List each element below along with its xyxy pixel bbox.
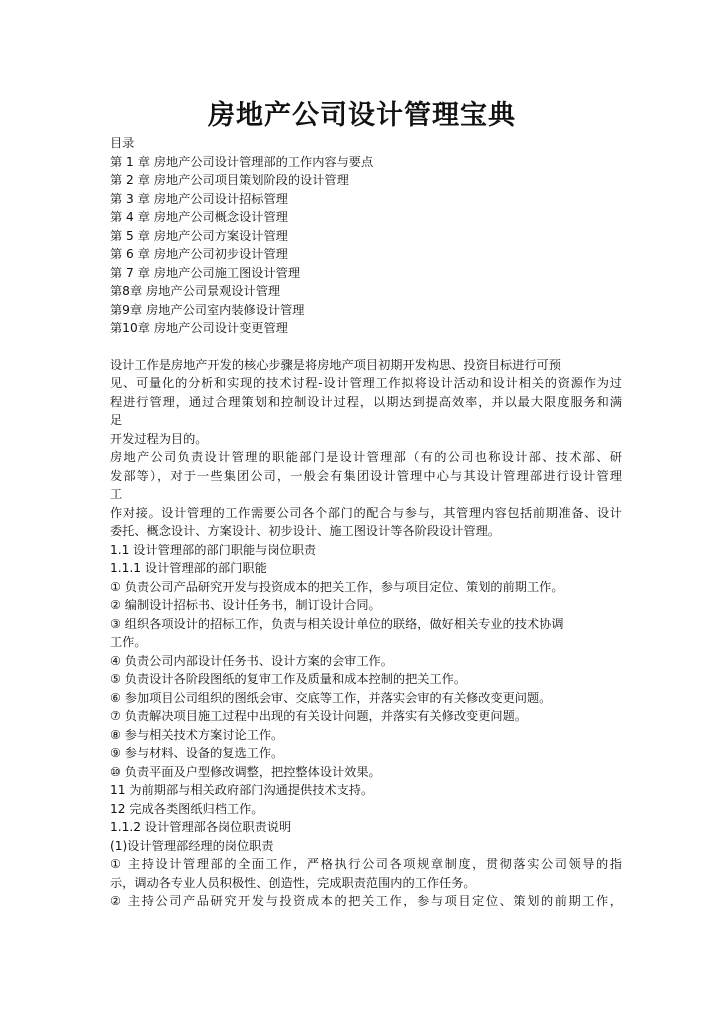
toc-item: 第 4 章 房地产公司概念设计管理	[110, 210, 288, 224]
toc-item: 第 3 章 房地产公司设计招标管理	[110, 191, 288, 206]
body-line: 开发过程为目的。	[110, 431, 208, 446]
list-item: 11 为前期部与相关政府部门沟通提供技术支持。	[110, 783, 374, 797]
list-item: ⑨ 参与材料、设备的复选工作。	[110, 746, 284, 760]
list-item: ② 主持公司产品研究开发与投资成本的把关工作，参与项目定位、策划的前期工作，	[110, 894, 622, 908]
body-line: 见、可量化的分析和实现的技术讨程-设计管理工作拟将设计活动和设计相关的资源作为过	[110, 376, 622, 390]
body-line: 房地产公司负责设计管理的职能部门是设计管理部（有的公司也称设计部、技术部、研	[110, 450, 622, 464]
body-line: 设计工作是房地产开发的核心步骤是将房地产项目初期开发构思、投资目标进行可预	[110, 357, 561, 372]
subsection-heading: 1.1.2 设计管理部各岗位职责说明	[110, 820, 292, 834]
toc-item: 第10章 房地产公司设计变更管理	[110, 321, 288, 335]
toc-item: 第 5 章 房地产公司方案设计管理	[110, 228, 288, 243]
toc-item: 第 6 章 房地产公司初步设计管理	[110, 247, 288, 261]
body-line: 发部等），对于一些集团公司，一般会有集团设计管理中心与其设计管理部进行设计管理	[110, 468, 622, 483]
list-item: 12 完成各类图纸归档工作。	[110, 801, 264, 816]
list-item: ⑩ 负责平面及户型修改调整，把控整体设计效果。	[110, 764, 381, 779]
list-item: ⑥ 参加项目公司组织的图纸会审、交底等工作，并落实会审的有关修改变更问题。	[110, 690, 552, 705]
list-item: ① 主持设计管理部的全面工作，严格执行公司各项规章制度，贯彻落实公司领导的指	[110, 857, 622, 871]
sub-heading: (1)设计管理部经理的岗位职责	[110, 838, 274, 853]
list-item: ③ 组织各项设计的招标工作，负责与相关设计单位的联络，做好相关专业的技术协调	[110, 616, 564, 631]
document-title: 房地产公司设计管理宝典	[208, 100, 516, 131]
list-item: ⑧ 参与相关技术方案讨论工作。	[110, 727, 284, 742]
toc-item: 第 2 章 房地产公司项目策划阶段的设计管理	[110, 173, 349, 187]
list-item: ④ 负责公司内部设计任务书、设计方案的会审工作。	[110, 653, 393, 668]
list-item: ① 负责公司产品研究开发与投资成本的把关工作，参与项目定位、策划的前期工作。	[110, 579, 564, 594]
toc-item: 第9章 房地产公司室内装修设计管理	[110, 302, 305, 317]
body-line: 作对接。设计管理的工作需要公司各个部门的配合与参与，其管理内容包括前期准备、设计	[110, 505, 622, 520]
body-line: 委托、概念设计、方案设计、初步设计、施工图设计等各阶段设计管理。	[110, 524, 500, 538]
toc-item: 第8章 房地产公司景观设计管理	[110, 284, 281, 298]
list-item: 工作。	[110, 635, 147, 649]
document-body	[110, 134, 622, 911]
toc-item: 第 7 章 房地产公司施工图设计管理	[110, 265, 301, 280]
section-spacer	[110, 338, 622, 356]
body-line: 程进行管理，通过合理策划和控制设计过程，以期达到提高效率，并以最大限度服务和满	[110, 394, 622, 409]
toc-item: 第 1 章 房地产公司设计管理部的工作内容与要点	[110, 154, 374, 169]
list-item: ② 编制设计招标书、设计任务书，制订设计合同。	[110, 598, 381, 612]
list-item: ⑦ 负责解决项目施工过程中出现的有关设计问题，并落实有关修改变更问题。	[110, 709, 527, 723]
section-heading: 1.1 设计管理部的部门职能与岗位职责	[110, 542, 317, 557]
toc-heading: 目录	[110, 136, 135, 150]
list-item: ⑤ 负责设计各阶段图纸的复审工作及质量和成本控制的把关工作。	[110, 672, 467, 686]
list-item: 示，调动各专业人员积极性、创造性，完成职责范围内的工作任务。	[110, 875, 476, 890]
subsection-heading: 1.1.1 设计管理部的部门职能	[110, 561, 267, 575]
body-line: 足	[110, 413, 123, 427]
body-line: 工	[110, 487, 123, 501]
